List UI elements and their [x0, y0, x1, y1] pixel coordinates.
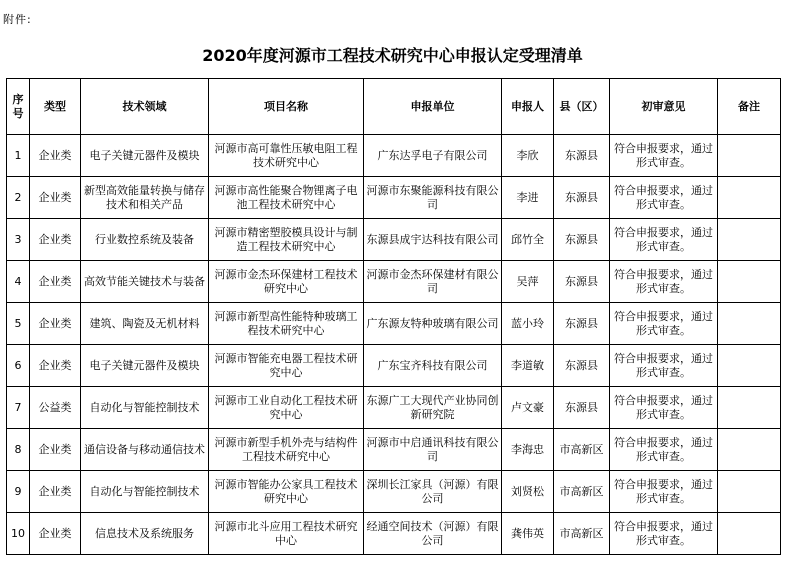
cell-county: 东源县	[554, 387, 610, 429]
cell-remark	[718, 261, 781, 303]
cell-applicant: 李海忠	[502, 429, 554, 471]
cell-county: 市高新区	[554, 429, 610, 471]
cell-applicant: 蓝小玲	[502, 303, 554, 345]
cell-unit: 河源市中启通讯科技有限公司	[364, 429, 502, 471]
header-applicant: 申报人	[502, 79, 554, 135]
cell-no: 5	[7, 303, 30, 345]
cell-remark	[718, 177, 781, 219]
application-table	[6, 78, 781, 555]
cell-field: 行业数控系统及装备	[81, 219, 209, 261]
table-row	[7, 261, 781, 303]
cell-type: 企业类	[30, 303, 81, 345]
cell-remark	[718, 471, 781, 513]
cell-field: 新型高效能量转换与储存技术和相关产品	[81, 177, 209, 219]
cell-type: 企业类	[30, 177, 81, 219]
cell-no: 4	[7, 261, 30, 303]
table-row	[7, 135, 781, 177]
table-row	[7, 387, 781, 429]
cell-type: 企业类	[30, 219, 81, 261]
cell-opinion: 符合申报要求，通过形式审查。	[610, 303, 718, 345]
cell-project: 河源市新型手机外壳与结构件工程技术研究中心	[209, 429, 364, 471]
cell-county: 东源县	[554, 177, 610, 219]
cell-project: 河源市精密塑胶模具设计与制造工程技术研究中心	[209, 219, 364, 261]
cell-opinion: 符合申报要求，通过形式审查。	[610, 345, 718, 387]
cell-county: 东源县	[554, 303, 610, 345]
cell-opinion: 符合申报要求，通过形式审查。	[610, 387, 718, 429]
cell-unit: 广东达孚电子有限公司	[364, 135, 502, 177]
attachment-label: 附件:	[3, 13, 32, 26]
cell-type: 企业类	[30, 345, 81, 387]
cell-applicant: 吴萍	[502, 261, 554, 303]
cell-opinion: 符合申报要求，通过形式审查。	[610, 429, 718, 471]
cell-remark	[718, 135, 781, 177]
cell-field: 通信设备与移动通信技术	[81, 429, 209, 471]
cell-county: 东源县	[554, 345, 610, 387]
cell-remark	[718, 345, 781, 387]
cell-unit: 经通空间技术（河源）有限公司	[364, 513, 502, 555]
table-row	[7, 219, 781, 261]
cell-county: 东源县	[554, 219, 610, 261]
cell-remark	[718, 513, 781, 555]
cell-unit: 广东源友特种玻璃有限公司	[364, 303, 502, 345]
cell-project: 河源市智能办公家具工程技术研究中心	[209, 471, 364, 513]
cell-applicant: 李欣	[502, 135, 554, 177]
cell-unit: 深圳长江家具（河源）有限公司	[364, 471, 502, 513]
cell-opinion: 符合申报要求，通过形式审查。	[610, 219, 718, 261]
cell-no: 7	[7, 387, 30, 429]
cell-county: 市高新区	[554, 513, 610, 555]
cell-applicant: 刘贤松	[502, 471, 554, 513]
table-header-row	[7, 79, 781, 135]
cell-county: 市高新区	[554, 471, 610, 513]
cell-field: 高效节能关键技术与装备	[81, 261, 209, 303]
cell-type: 企业类	[30, 471, 81, 513]
cell-field: 建筑、陶瓷及无机材料	[81, 303, 209, 345]
table-row	[7, 429, 781, 471]
cell-no: 9	[7, 471, 30, 513]
cell-applicant: 邱竹全	[502, 219, 554, 261]
cell-opinion: 符合申报要求，通过形式审查。	[610, 261, 718, 303]
cell-county: 东源县	[554, 135, 610, 177]
cell-no: 10	[7, 513, 30, 555]
header-opinion: 初审意见	[610, 79, 718, 135]
cell-field: 电子关键元器件及模块	[81, 135, 209, 177]
table-row	[7, 471, 781, 513]
cell-opinion: 符合申报要求，通过形式审查。	[610, 135, 718, 177]
cell-unit: 广东宝齐科技有限公司	[364, 345, 502, 387]
cell-opinion: 符合申报要求，通过形式审查。	[610, 513, 718, 555]
cell-no: 3	[7, 219, 30, 261]
cell-project: 河源市新型高性能特种玻璃工程技术研究中心	[209, 303, 364, 345]
document-title: 2020年度河源市工程技术研究中心申报认定受理清单	[202, 46, 583, 65]
cell-type: 企业类	[30, 135, 81, 177]
cell-remark	[718, 303, 781, 345]
cell-unit: 东源广工大现代产业协同创新研究院	[364, 387, 502, 429]
cell-project: 河源市金杰环保建材工程技术研究中心	[209, 261, 364, 303]
cell-project: 河源市高可靠性压敏电阻工程技术研究中心	[209, 135, 364, 177]
cell-type: 企业类	[30, 513, 81, 555]
cell-type: 企业类	[30, 261, 81, 303]
cell-opinion: 符合申报要求，通过形式审查。	[610, 471, 718, 513]
cell-remark	[718, 219, 781, 261]
cell-type: 企业类	[30, 429, 81, 471]
header-unit: 申报单位	[364, 79, 502, 135]
cell-project: 河源市工业自动化工程技术研究中心	[209, 387, 364, 429]
header-field: 技术领域	[81, 79, 209, 135]
header-remark: 备注	[718, 79, 781, 135]
cell-county: 东源县	[554, 261, 610, 303]
cell-project: 河源市智能充电器工程技术研究中心	[209, 345, 364, 387]
cell-applicant: 李进	[502, 177, 554, 219]
cell-no: 2	[7, 177, 30, 219]
table-row	[7, 513, 781, 555]
table-row	[7, 345, 781, 387]
table-row	[7, 303, 781, 345]
cell-remark	[718, 429, 781, 471]
cell-opinion: 符合申报要求，通过形式审查。	[610, 177, 718, 219]
cell-field: 信息技术及系统服务	[81, 513, 209, 555]
cell-no: 8	[7, 429, 30, 471]
cell-applicant: 李道敏	[502, 345, 554, 387]
cell-type: 公益类	[30, 387, 81, 429]
cell-applicant: 龚伟英	[502, 513, 554, 555]
cell-unit: 河源市金杰环保建材有限公司	[364, 261, 502, 303]
cell-project: 河源市北斗应用工程技术研究中心	[209, 513, 364, 555]
header-no: 序号	[7, 79, 30, 135]
cell-no: 6	[7, 345, 30, 387]
cell-field: 自动化与智能控制技术	[81, 387, 209, 429]
cell-field: 自动化与智能控制技术	[81, 471, 209, 513]
table-row	[7, 177, 781, 219]
cell-field: 电子关键元器件及模块	[81, 345, 209, 387]
cell-unit: 河源市东聚能源科技有限公司	[364, 177, 502, 219]
header-type: 类型	[30, 79, 81, 135]
cell-remark	[718, 387, 781, 429]
header-project: 项目名称	[209, 79, 364, 135]
cell-project: 河源市高性能聚合物锂离子电池工程技术研究中心	[209, 177, 364, 219]
cell-applicant: 卢文豪	[502, 387, 554, 429]
header-county: 县（区）	[554, 79, 610, 135]
cell-no: 1	[7, 135, 30, 177]
cell-unit: 东源县成宇达科技有限公司	[364, 219, 502, 261]
